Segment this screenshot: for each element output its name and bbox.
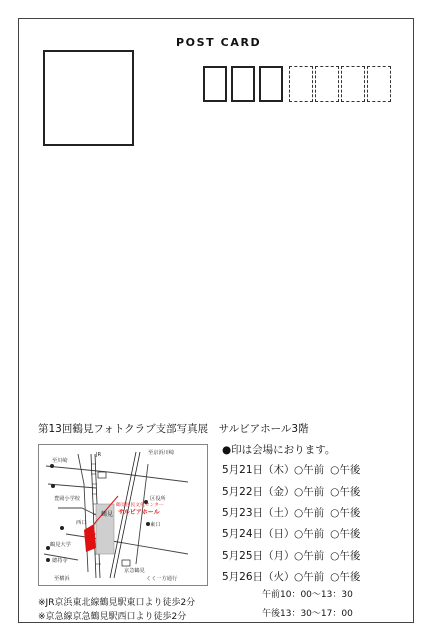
svg-text:總持寺: 總持寺 [52,558,68,564]
pm-option: ○午後 [330,528,361,541]
schedule-date: 5月24日（日） [222,528,295,541]
svg-text:東口: 東口 [150,522,161,528]
am-option: ○午前 [294,485,325,498]
schedule-list [222,459,382,587]
zip-box [315,66,339,102]
access-keikyu: ※京急線京急鶴見駅西口より徒歩2分 [38,612,187,622]
svg-text:至川崎: 至川崎 [52,458,68,464]
access-jr: ※JR京浜東北線鶴見駅東口より徒歩2分 [38,598,196,608]
venue-map [38,444,208,586]
svg-text:至横浜: 至横浜 [54,576,70,582]
zip-box [367,66,391,102]
svg-text:鶴見: 鶴見 [101,511,114,518]
postcard-title: POST CARD [176,36,262,49]
pm-option: ○午後 [330,464,361,477]
svg-text:くく一方通行: くく一方通行 [146,576,178,582]
pm-option: ○午後 [330,485,361,498]
svg-text:JR: JR [96,452,102,458]
pm-option: ○午後 [330,549,361,562]
svg-text:鶴見区民文化センター: 鶴見区民文化センター [116,503,164,508]
zip-box [341,66,365,102]
zip-box [289,66,313,102]
schedule-row [222,566,382,587]
zip-box [259,66,283,102]
am-option: ○午前 [294,549,325,562]
svg-text:京急鶴見: 京急鶴見 [124,568,145,574]
am-option: ○午前 [294,571,325,584]
hours-am: 午前10：00〜13：30 [262,590,353,600]
svg-text:鶴見大学: 鶴見大学 [50,542,71,548]
am-option: ○午前 [294,464,325,477]
am-option: ○午前 [294,506,325,519]
am-option: ○午前 [294,528,325,541]
zip-box [231,66,255,102]
schedule-row [222,480,382,501]
zip-box [203,66,227,102]
pm-option: ○午後 [330,571,361,584]
pm-option: ○午後 [330,506,361,519]
svg-text:区役所: 区役所 [150,496,166,502]
event-title: 第13回鶴見フォトクラブ支部写真展 サルビアホール3階 [38,423,309,435]
hours-pm: 午後13：30〜17：00 [262,609,353,619]
schedule-row [222,502,382,523]
schedule-row [222,459,382,480]
schedule-row [222,523,382,544]
svg-text:豊岡小学校: 豊岡小学校 [54,496,80,502]
schedule-row [222,545,382,566]
schedule-date: 5月22日（金） [222,485,295,498]
attendance-notice: ●印は会場におります。 [222,444,336,456]
stamp-box [43,50,134,146]
svg-text:サルビアホール: サルビアホール [118,509,160,516]
svg-text:至京浜川崎: 至京浜川崎 [148,450,174,456]
schedule-date: 5月26日（火） [222,571,295,584]
schedule-date: 5月21日（木） [222,464,295,477]
schedule-date: 5月23日（土） [222,506,295,519]
svg-text:西口: 西口 [76,520,87,526]
schedule-date: 5月25日（月） [222,549,295,562]
